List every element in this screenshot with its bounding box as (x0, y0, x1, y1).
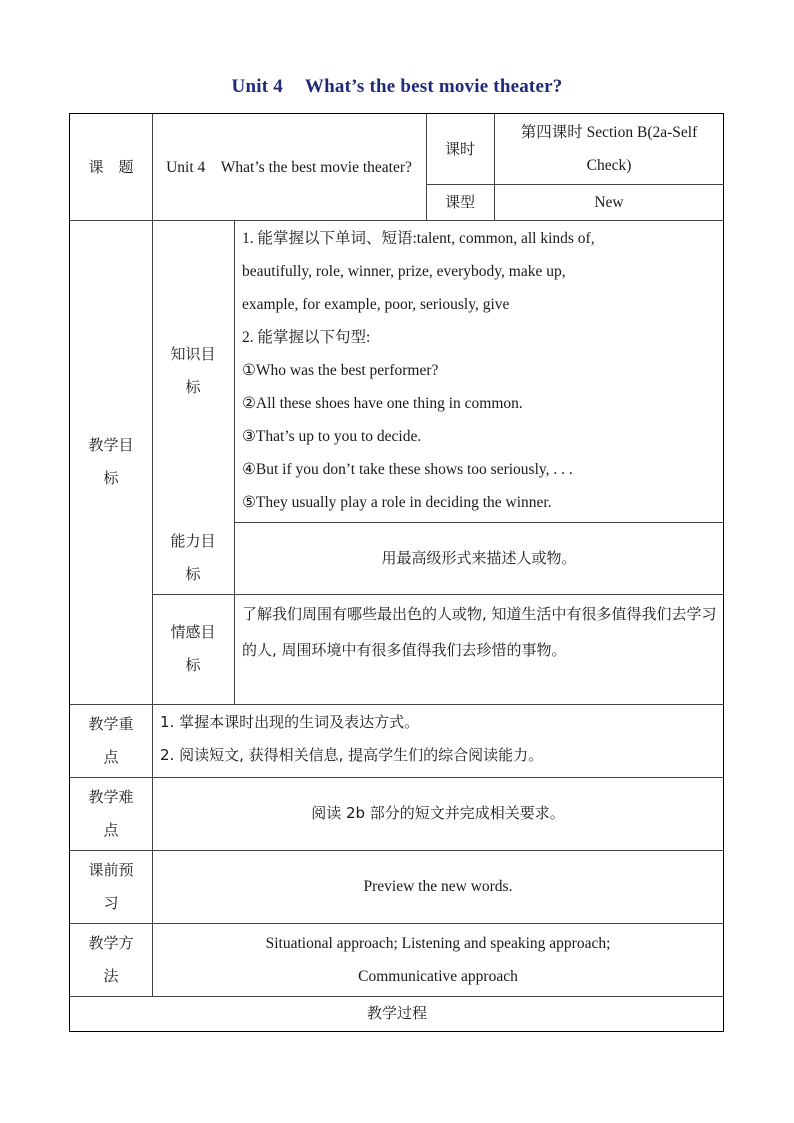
type-label: 课型 (444, 192, 475, 211)
key-points-list (152, 704, 724, 777)
knowledge-line: ③That’s up to you to decide. (242, 428, 422, 445)
knowledge-line: example, for example, poor, seriously, give (242, 296, 510, 313)
knowledge-line: 2. 能掌握以下句型: (242, 329, 371, 346)
methods-line: Situational approach; Listening and speaking approach; (265, 934, 611, 952)
methods-value (152, 923, 724, 996)
knowledge-line: beautifully, role, winner, prize, everybody, make up, (242, 263, 566, 280)
period-label: 课时 (444, 139, 475, 158)
period-value: 第四课时 Section B(2a-Self Check) (520, 124, 698, 174)
methods-line: Communicative approach (358, 967, 518, 985)
objectives-label: 教学目标 (88, 436, 134, 487)
page-title (0, 76, 794, 98)
knowledge-list (234, 220, 724, 522)
lesson-plan-table (69, 113, 724, 1032)
knowledge-label: 知识目标 (170, 345, 216, 396)
emotion-value: 了解我们周围有哪些最出色的人或物, 知道生活中有很多值得我们去学习的人, 周围环境中有很多值得我们去珍惜的事物。 (242, 605, 717, 659)
process-label: 教学过程 (366, 1004, 427, 1022)
knowledge-line: 1. 能掌握以下单词、短语:talent, common, all kinds of, (242, 230, 595, 247)
knowledge-line: ②All these shoes have one thing in common. (242, 395, 523, 412)
key-point-line: 2. 阅读短文, 获得相关信息, 提高学生们的综合阅读能力。 (160, 746, 544, 764)
key-points-label: 教学重点 (88, 714, 134, 766)
topic-value: Unit 4 What’s the best movie theater? (166, 158, 412, 176)
title-unit: Unit 4 (231, 76, 283, 97)
key-point-line: 1. 掌握本课时出现的生词及表达方式。 (160, 713, 420, 731)
preview-label: 课前预习 (88, 860, 134, 912)
knowledge-line: ⑤They usually play a role in deciding the winner. (242, 494, 552, 511)
knowledge-line: ④But if you don’t take these shows too seriously, . . . (242, 461, 573, 478)
difficulty-value: 阅读 2b 部分的短文并完成相关要求。 (311, 804, 565, 822)
emotion-label: 情感目标 (170, 623, 216, 674)
methods-label: 教学方法 (88, 933, 134, 985)
topic-label: 课 题 (88, 157, 134, 176)
difficulty-label: 教学难点 (88, 787, 134, 839)
knowledge-line: ①Who was the best performer? (242, 362, 439, 379)
ability-value: 用最高级形式来描述人或物。 (381, 548, 577, 567)
title-question: What’s the best movie theater? (304, 76, 563, 97)
ability-label: 能力目标 (170, 532, 216, 583)
preview-value: Preview the new words. (363, 878, 513, 895)
type-value: New (594, 193, 624, 211)
